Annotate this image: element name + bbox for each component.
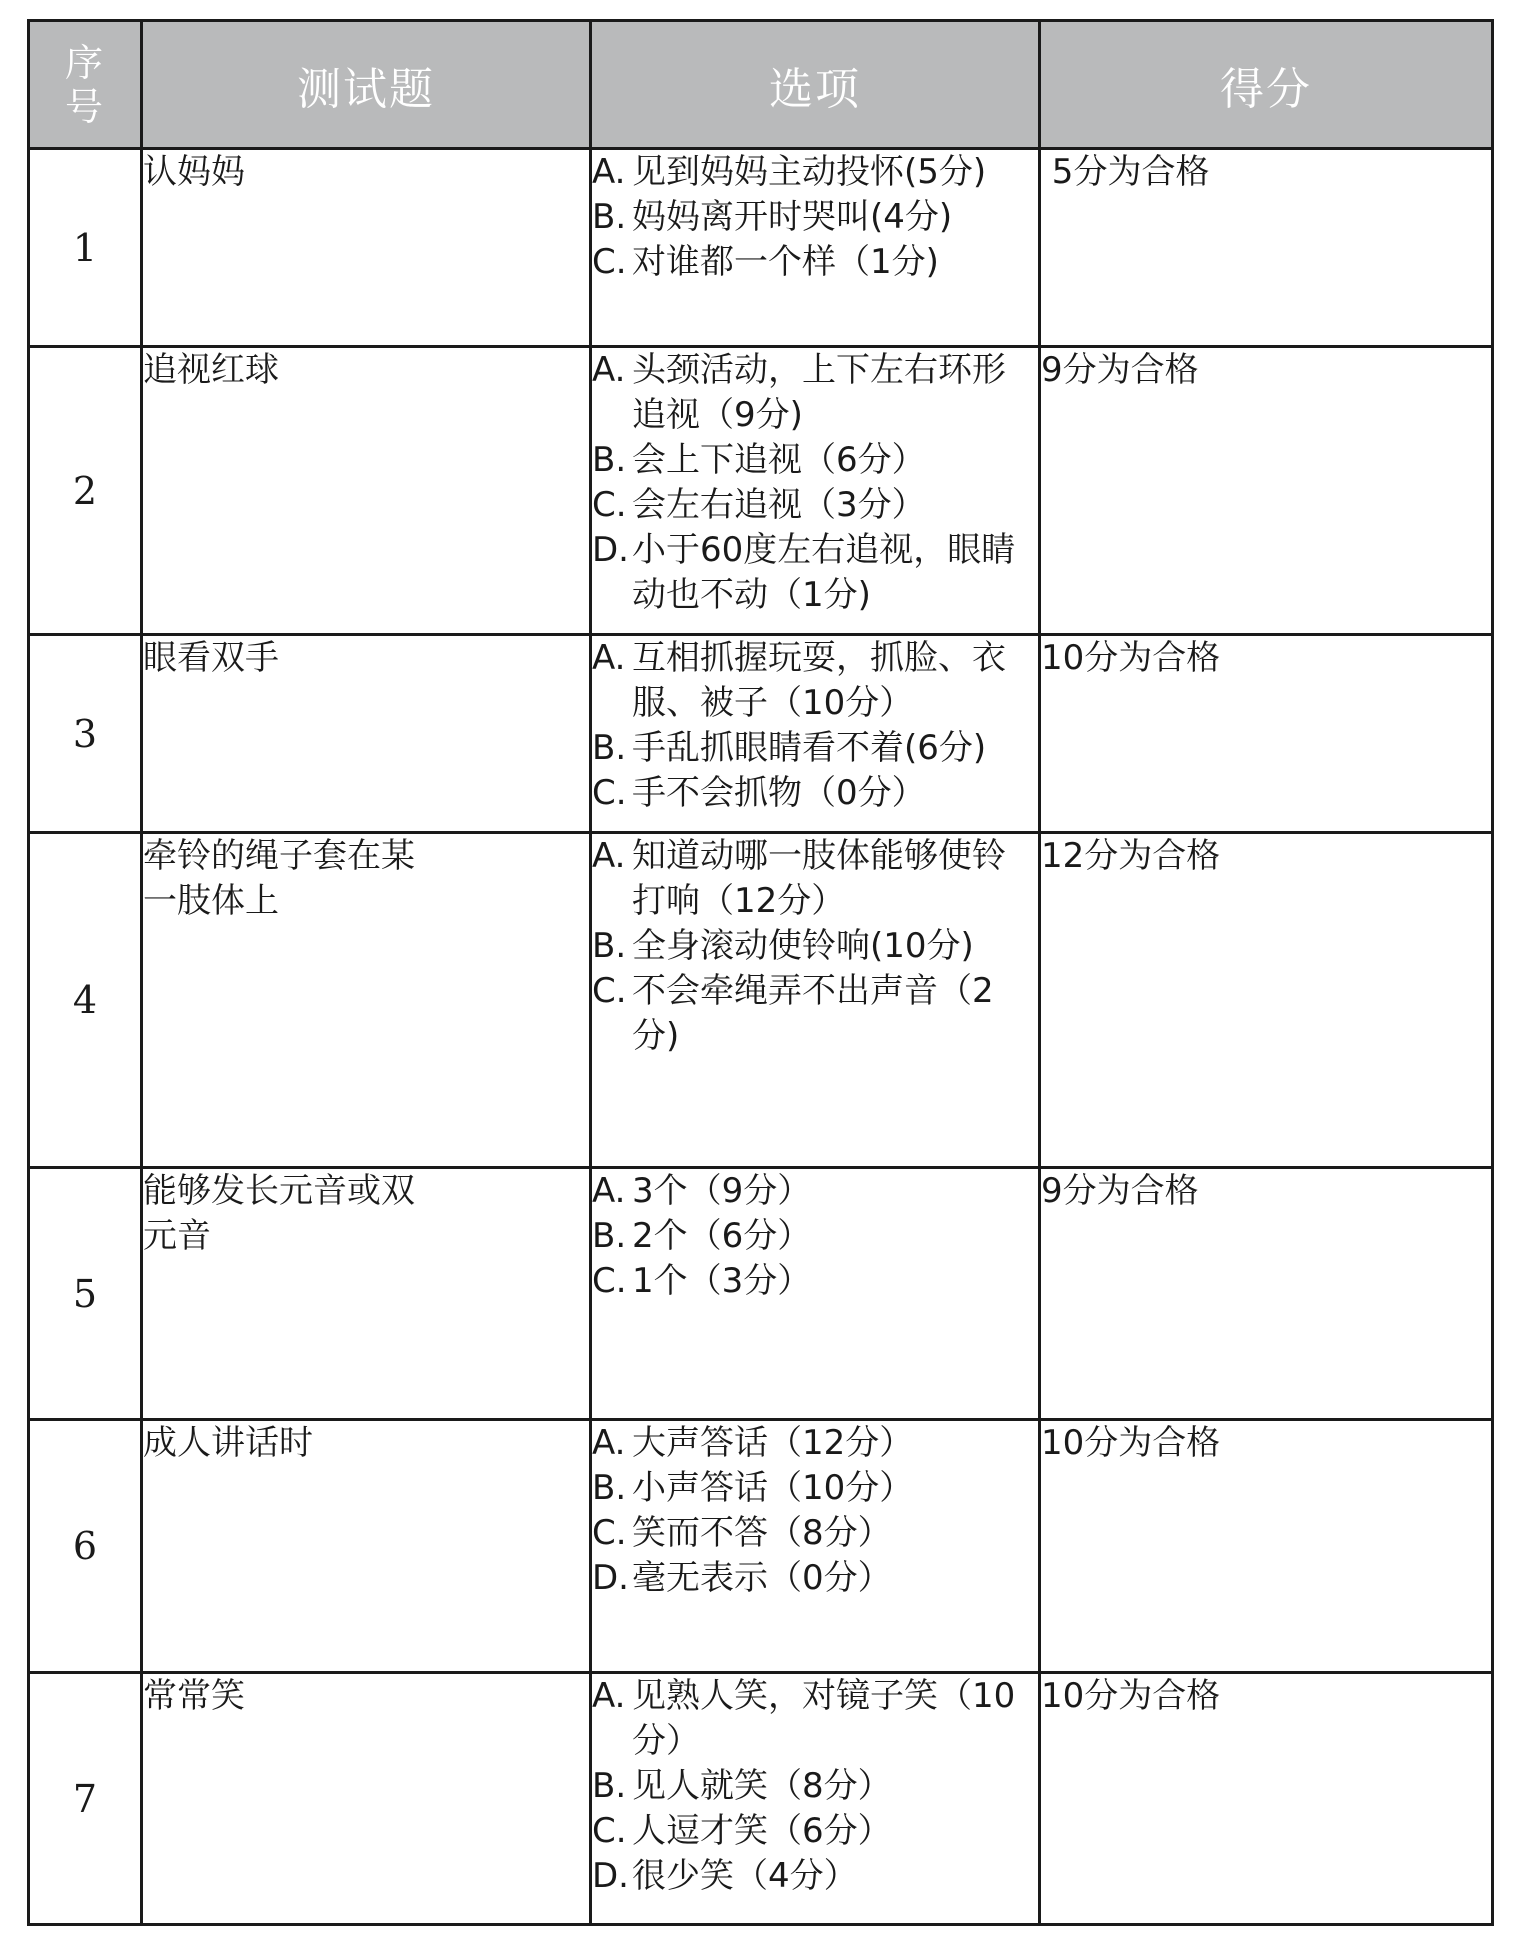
option-letter: A.	[592, 1423, 626, 1463]
option-letter: B.	[592, 1766, 627, 1806]
question-text: 认妈妈	[143, 152, 245, 192]
option-item	[592, 924, 1038, 969]
question-cell	[142, 1673, 591, 1925]
option-text: 知道动哪一肢体能够使铃打响（12分）	[632, 836, 1006, 921]
option-text: 见熟人笑，对镜子笑（10分）	[632, 1676, 1016, 1761]
options-cell	[591, 1420, 1040, 1673]
option-letter: D.	[592, 1558, 629, 1598]
option-letter: A.	[592, 1676, 626, 1716]
question-text: 常常笑	[143, 1676, 245, 1716]
row-number: 3	[29, 635, 142, 833]
option-letter: A.	[592, 1171, 626, 1211]
option-letter: C.	[592, 1811, 627, 1851]
score-text: 5分为合格	[1041, 152, 1210, 192]
option-letter: B.	[592, 1468, 627, 1508]
header-question: 测试题	[142, 21, 591, 149]
option-item	[592, 438, 1038, 483]
score-text: 9分为合格	[1041, 350, 1199, 390]
option-letter: A.	[592, 638, 626, 678]
option-text: 头颈活动，上下左右环形追视（9分)	[632, 350, 1006, 435]
option-letter: C.	[592, 242, 627, 282]
options-cell	[591, 635, 1040, 833]
header-serial-line2: 号	[64, 84, 105, 129]
option-item	[592, 771, 1038, 816]
option-item	[592, 1259, 1038, 1304]
option-text: 互相抓握玩耍，抓脸、衣服、被子（10分）	[632, 638, 1006, 723]
option-letter: B.	[592, 197, 627, 237]
options-cell	[591, 833, 1040, 1168]
option-item	[592, 1421, 1038, 1466]
option-letter: C.	[592, 485, 627, 525]
question-text: 追视红球	[143, 350, 279, 390]
test-table	[27, 19, 1494, 1926]
option-text: 人逗才笑（6分）	[632, 1811, 892, 1851]
header-options: 选项	[591, 21, 1040, 149]
option-text: 全身滚动使铃响(10分)	[632, 926, 974, 966]
header-row	[29, 21, 1493, 149]
option-item	[592, 1169, 1038, 1214]
option-letter: B.	[592, 926, 627, 966]
option-item	[592, 969, 1038, 1059]
question-cell	[142, 1168, 591, 1420]
options-cell	[591, 1673, 1040, 1925]
score-text: 9分为合格	[1041, 1171, 1199, 1211]
score-cell	[1040, 635, 1493, 833]
question-cell	[142, 347, 591, 635]
option-letter: C.	[592, 971, 627, 1011]
option-text: 毫无表示（0分）	[632, 1558, 892, 1598]
question-text: 成人讲话时	[143, 1423, 313, 1463]
question-text: 眼看双手	[143, 638, 279, 678]
option-letter: A.	[592, 350, 626, 390]
table-row	[29, 1168, 1493, 1420]
row-number: 6	[29, 1420, 142, 1673]
option-item	[592, 1466, 1038, 1511]
option-text: 小声答话（10分）	[632, 1468, 914, 1508]
option-text: 笑而不答（8分）	[632, 1513, 892, 1553]
option-letter: C.	[592, 773, 627, 813]
option-item	[592, 348, 1038, 438]
option-item	[592, 726, 1038, 771]
option-text: 对谁都一个样（1分)	[632, 242, 939, 282]
option-text: 见人就笑（8分）	[632, 1766, 892, 1806]
option-item	[592, 1556, 1038, 1601]
score-text: 10分为合格	[1041, 1423, 1221, 1463]
score-text: 10分为合格	[1041, 1676, 1221, 1716]
option-text: 见到妈妈主动投怀(5分)	[632, 152, 987, 192]
option-text: 大声答话（12分）	[632, 1423, 914, 1463]
table-row	[29, 1673, 1493, 1925]
table-row	[29, 833, 1493, 1168]
header-serial-number	[29, 21, 142, 149]
options-cell	[591, 1168, 1040, 1420]
option-text: 手乱抓眼睛看不着(6分)	[632, 728, 987, 768]
score-cell	[1040, 1168, 1493, 1420]
option-letter: A.	[592, 836, 626, 876]
table-row	[29, 347, 1493, 635]
header-score: 得分	[1040, 21, 1493, 149]
header-serial-line1: 序	[64, 40, 105, 85]
option-text: 1个（3分）	[632, 1261, 812, 1301]
option-letter: A.	[592, 152, 626, 192]
row-number: 5	[29, 1168, 142, 1420]
question-text: 能够发长元音或双 元音	[143, 1171, 415, 1256]
option-item	[592, 1214, 1038, 1259]
option-letter: D.	[592, 530, 629, 570]
question-cell	[142, 635, 591, 833]
option-letter: B.	[592, 728, 627, 768]
score-text: 10分为合格	[1041, 638, 1221, 678]
options-cell	[591, 149, 1040, 347]
option-item	[592, 1764, 1038, 1809]
score-text: 12分为合格	[1041, 836, 1221, 876]
option-text: 2个（6分）	[632, 1216, 812, 1256]
score-cell	[1040, 1420, 1493, 1673]
option-item	[592, 150, 1038, 195]
option-text: 手不会抓物（0分）	[632, 773, 926, 813]
table-row	[29, 1420, 1493, 1673]
score-cell	[1040, 149, 1493, 347]
question-cell	[142, 833, 591, 1168]
score-cell	[1040, 833, 1493, 1168]
option-text: 会左右追视（3分）	[632, 485, 926, 525]
option-item	[592, 483, 1038, 528]
option-item	[592, 1854, 1038, 1899]
option-text: 很少笑（4分）	[632, 1856, 858, 1896]
table-row	[29, 149, 1493, 347]
option-item	[592, 1674, 1038, 1764]
question-text: 牵铃的绳子套在某 一肢体上	[143, 836, 415, 921]
option-text: 妈妈离开时哭叫(4分)	[632, 197, 953, 237]
option-text: 不会牵绳弄不出声音（2分)	[632, 971, 994, 1056]
row-number: 2	[29, 347, 142, 635]
option-letter: B.	[592, 440, 627, 480]
option-item	[592, 834, 1038, 924]
option-letter: B.	[592, 1216, 627, 1256]
option-item	[592, 1809, 1038, 1854]
score-cell	[1040, 1673, 1493, 1925]
question-cell	[142, 149, 591, 347]
table-row	[29, 635, 1493, 833]
option-item	[592, 636, 1038, 726]
option-letter: D.	[592, 1856, 629, 1896]
row-number: 1	[29, 149, 142, 347]
option-text: 小于60度左右追视，眼睛动也不动（1分)	[632, 530, 1016, 615]
option-item	[592, 1511, 1038, 1556]
row-number: 4	[29, 833, 142, 1168]
score-cell	[1040, 347, 1493, 635]
question-cell	[142, 1420, 591, 1673]
option-text: 3个（9分）	[632, 1171, 812, 1211]
option-text: 会上下追视（6分）	[632, 440, 926, 480]
option-item	[592, 528, 1038, 618]
option-letter: C.	[592, 1513, 627, 1553]
options-cell	[591, 347, 1040, 635]
option-item	[592, 240, 1038, 285]
option-letter: C.	[592, 1261, 627, 1301]
option-item	[592, 195, 1038, 240]
row-number: 7	[29, 1673, 142, 1925]
